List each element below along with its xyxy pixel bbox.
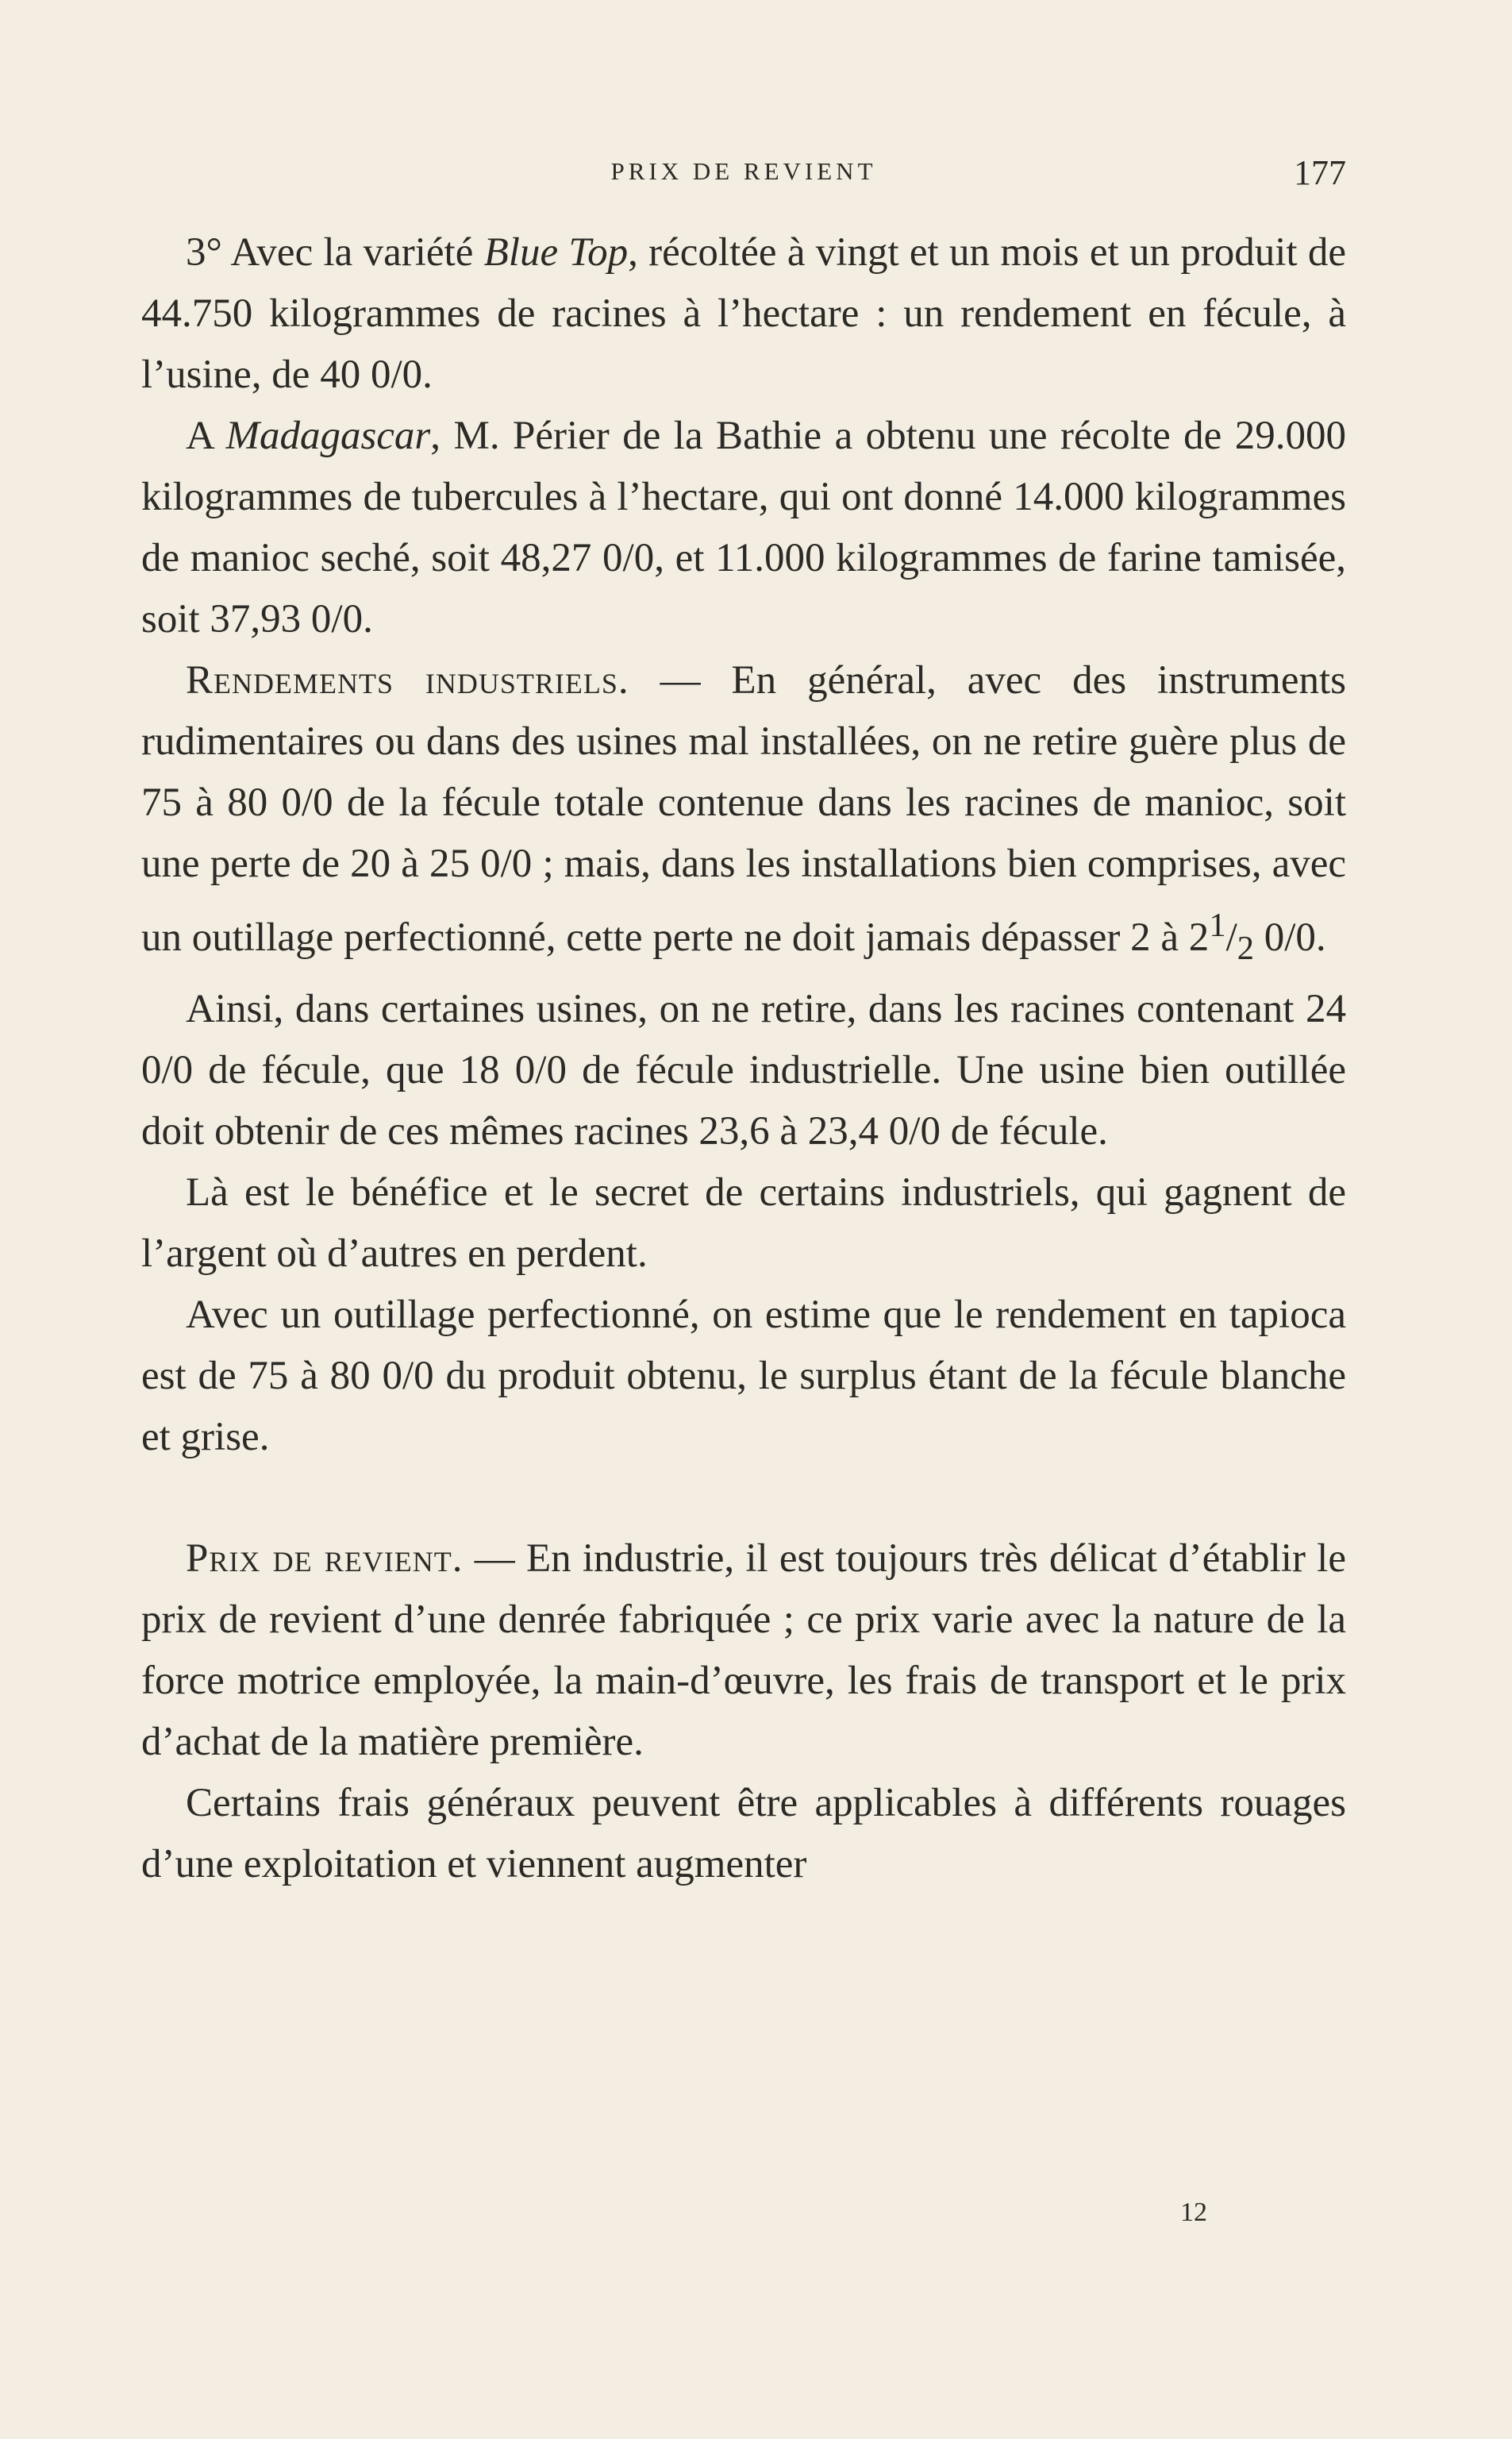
body-text: [141, 222, 1346, 1895]
page-header: [141, 153, 1346, 205]
paragraph-text: A: [186, 414, 226, 458]
section-heading: Prix de revient.: [186, 1536, 464, 1582]
paragraph-text: Là est le bénéfice et le secret de certains industriels, qui gagnent de l’argent où d’autres en perdent.: [141, 1170, 1346, 1277]
running-title: PRIX DE REVIENT: [610, 157, 877, 185]
fraction-denominator: 2: [1237, 930, 1254, 968]
paragraph-text: Ainsi, dans certaines usines, on ne retire, dans les racines contenant 24 0/0 de fécule, que 18 0/0 de fécule industrielle. Une usine bien outillée doit obtenir de ces mêmes racines 23,6 à 23,4 0/0 de fécule.: [141, 987, 1346, 1154]
section-heading: Rendements industriels.: [186, 658, 629, 703]
paragraph-text: , M. Périer de la Bathie a obtenu une récolte de 29.000 kilogrammes de tubercules à l’hectare, qui ont donné 14.000 kilogrammes de manioc seché, soit 48,27 0/0, et 11.000 kilogrammes de farine tamisée, soit 37,93 0/0.: [141, 414, 1346, 642]
fraction-slash: /: [1225, 915, 1237, 960]
paragraph-blue-top: [141, 222, 1346, 406]
paragraph-text: , récoltée à vingt et un mois et un produit de 44.750 kilogrammes de racines à l’hectare : un rendement en fécule, à l’usine, de 40 0/0.: [141, 230, 1346, 397]
paragraph-benefice: [141, 1162, 1346, 1285]
page-number: 177: [1294, 153, 1346, 192]
paragraph-text: Certains frais généraux peuvent être applicables à différents rouages d’une exploitation et viennent augmenter: [141, 1781, 1346, 1887]
fraction-numerator: 1: [1209, 907, 1226, 944]
paragraph-text: Avec un outillage perfectionné, on estime que le rendement en tapioca est de 75 à 80 0/0 du produit obtenu, le surplus étant de la fécule blanche et grise.: [141, 1293, 1346, 1460]
paragraph-madagascar: [141, 406, 1346, 650]
paragraph-text: — En industrie, il est toujours très délicat d’établir le prix de revient d’une denrée fabriquée ; ce prix varie avec la nature de la force motrice employée, la main-d’œuvre, les frais de transport et le prix d’achat de la matière première.: [141, 1536, 1346, 1765]
paragraph-frais-generaux: [141, 1773, 1346, 1895]
paragraph-ainsi: [141, 979, 1346, 1162]
variety-name: Blue Top: [483, 230, 629, 275]
paragraph-text: 3° Avec la variété: [186, 230, 484, 275]
paragraph-prix-de-revient: [141, 1528, 1346, 1773]
paragraph-text: — En général, avec des instruments rudimentaires ou dans des usines mal installées, on ne retire guère plus de 75 à 80 0/0 de la fécule totale contenue dans les racines de manioc, soit une perte de 20 à 25 0/0 ; mais, dans les installations bien comprises, avec un outillage perfectionné, cette perte ne doit jamais dépasser 2 à 2: [141, 658, 1346, 960]
paragraph-text: 0/0.: [1253, 915, 1326, 960]
paragraph-rendements: [141, 650, 1346, 979]
place-name: Madagascar: [225, 414, 431, 458]
signature-mark: 12: [1180, 2198, 1207, 2227]
paragraph-outillage: [141, 1285, 1346, 1468]
